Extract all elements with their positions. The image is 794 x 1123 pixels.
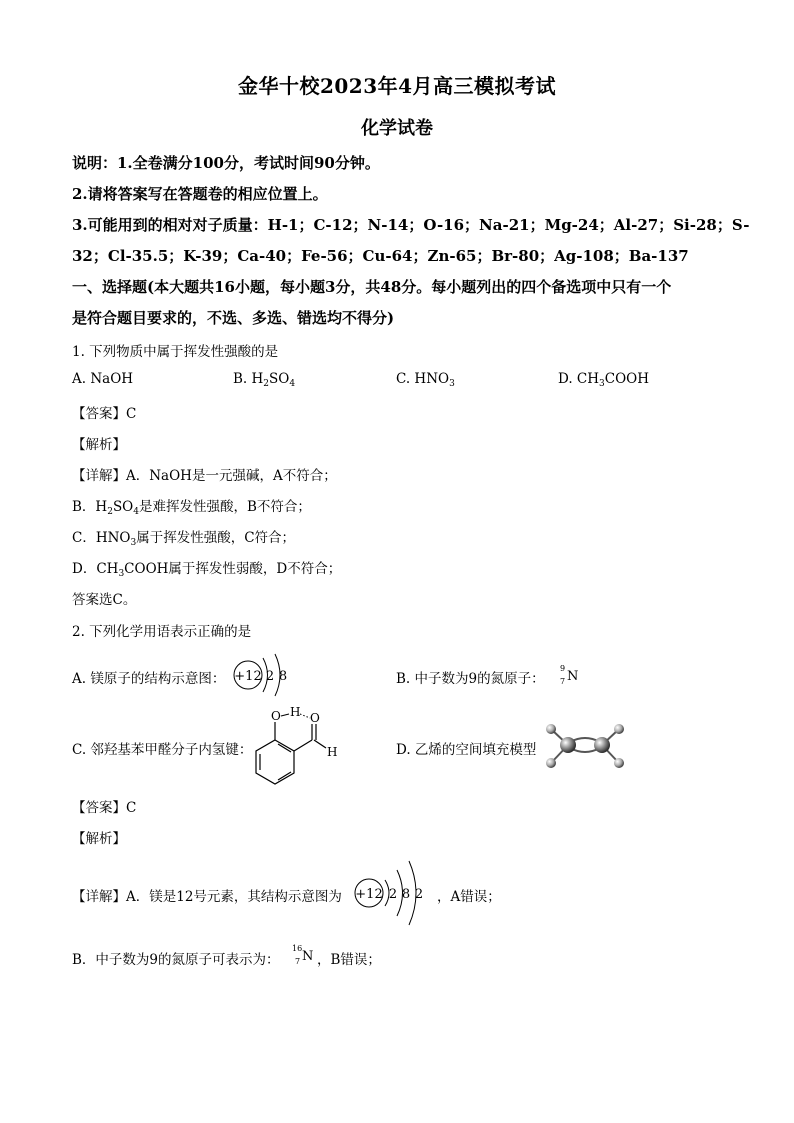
- q1-option-b-mid: SO: [269, 371, 290, 387]
- q2-b-symbol: N: [567, 669, 579, 684]
- q2-stem: 2. 下列化学用语表示正确的是: [72, 624, 252, 640]
- q2-oh-hydrogen: H: [290, 705, 301, 719]
- q2-b-mass-number: 9: [560, 664, 566, 673]
- q1-detail-b: [72, 495, 311, 517]
- q1-detail-d-rest: COOH属于挥发性弱酸，D不符合；: [124, 561, 342, 577]
- q1-detail-d-prefix: D．CH: [72, 561, 119, 577]
- q2-ethylene-hydrogen-4: [614, 758, 624, 768]
- q2-benzene-ring: [256, 740, 294, 784]
- q1-detail-b-rest: 是难挥发性强酸，B不符合；: [139, 499, 311, 515]
- q2-cho-hydrogen: H: [327, 745, 338, 759]
- q1-option-d-sub: 3: [599, 379, 605, 389]
- q2-option-a-label: A. 镁原子的结构示意图：: [72, 671, 226, 687]
- q1-detail-b-sub1: 2: [107, 507, 113, 517]
- q2-oh-h-bond: [281, 714, 289, 716]
- note-line-4: 32；Cl-35.5；K-39；Ca-40；Fe-56；Cu-64；Zn-65；Br-80；Ag-108；Ba-137: [72, 247, 689, 265]
- q1-option-d: [558, 371, 649, 389]
- q1-answer: 【答案】C: [72, 406, 137, 422]
- q1-option-b-sub1: 2: [263, 379, 270, 389]
- q2-mg-shell-2-count: 8: [278, 669, 288, 684]
- q2-ethylene-hydrogen-2: [546, 758, 556, 768]
- q2-detail-mg-shell-1-count: 2: [388, 887, 398, 902]
- q2-ethylene-hydrogen-1: [546, 724, 556, 734]
- page-subtitle: 化学试卷: [361, 118, 433, 139]
- q2-mg-structure-diagram: [230, 650, 300, 700]
- section-heading-line-2: 是符合题目要求的，不选、多选、错选均不得分): [72, 309, 395, 327]
- q2-analysis-label: 【解析】: [72, 831, 126, 847]
- q2-ch-bond: [314, 740, 326, 748]
- q2-cho-bond: [294, 740, 312, 751]
- q1-option-c-sub: 3: [449, 379, 455, 389]
- q1-detail-c: [72, 526, 295, 548]
- q1-stem: 1. 下列物质中属于挥发性强酸的是: [72, 344, 279, 360]
- q1-analysis-label: 【解析】: [72, 437, 126, 453]
- q2-option-b-label: B. 中子数为9的氮原子：: [396, 671, 545, 687]
- q1-conclusion: 答案选C。: [72, 592, 137, 608]
- q2-ethylene-hydrogen-3: [614, 724, 624, 734]
- q1-option-b-text: B. H: [233, 371, 264, 387]
- note-line-1: 说明：1.全卷满分100分，考试时间90分钟。: [72, 154, 380, 172]
- q2-detail-mg-nucleus-text: +12: [355, 887, 383, 902]
- q2-detail-b-mass-number: 16: [292, 944, 303, 953]
- q1-detail-d-sub: 3: [118, 569, 125, 579]
- q2-detail-b-atomic-number: 7: [295, 957, 301, 966]
- page-title: 金华十校2023年4月高三模拟考试: [237, 74, 557, 98]
- q1-detail-a: 【详解】A．NaOH是一元强碱，A不符合；: [72, 468, 337, 484]
- q1-detail-c-sub: 3: [130, 538, 137, 548]
- section-heading-line-1: 一、选择题(本大题共16小题，每小题3分，共48分。每小题列出的四个备选项中只有一个: [72, 278, 672, 296]
- note-line-3: 3.可能用到的相对对子质量：H-1；C-12；N-14；O-16；Na-21；Mg-24；Al-27；Si-28；S-: [72, 216, 750, 234]
- q1-option-d-rest: COOH: [604, 371, 650, 387]
- q1-option-a-text: A. NaOH: [72, 371, 134, 387]
- q2-answer: 【答案】C: [72, 800, 137, 816]
- q1-detail-b-mid: SO: [112, 499, 134, 515]
- q2-detail-mg-shell-3-count: 2: [414, 887, 424, 902]
- q1-detail-d: [72, 557, 341, 579]
- q2-detail-nitrogen-notation: [290, 940, 320, 970]
- q2-detail-b-suffix: ，B错误；: [317, 952, 381, 968]
- q2-detail-a-text: 【详解】A．镁是12号元素，其结构示意图为: [72, 889, 342, 905]
- q2-detail-mg-shell-2-count: 8: [401, 887, 411, 902]
- q1-detail-c-rest: 属于挥发性强酸，C符合；: [136, 530, 296, 546]
- q1-option-b: [233, 371, 295, 389]
- q2-ethylene-carbon-2: [594, 737, 610, 753]
- q1-option-b-sub2: 4: [289, 379, 296, 389]
- q1-option-c-text: C. HNO: [396, 371, 450, 387]
- q2-option-d-label: D. 乙烯的空间填充模型: [396, 742, 537, 758]
- q2-detail-b-symbol: N: [302, 949, 314, 964]
- q2-hydrogen-bond-dots: [300, 714, 310, 718]
- q2-detail-a-suffix: ，A错误；: [437, 889, 501, 905]
- q2-oh-oxygen: O: [271, 709, 281, 723]
- q2-mg-shell-1-count: 2: [265, 669, 275, 684]
- q2-ethylene-model: [540, 718, 630, 774]
- q1-detail-b-prefix: B．H: [72, 499, 108, 515]
- q1-option-d-text: D. CH: [558, 371, 600, 387]
- q2-cho-oxygen: O: [310, 711, 320, 725]
- q1-detail-b-sub2: 4: [133, 507, 139, 517]
- q1-option-c: [396, 371, 455, 389]
- q1-option-a: [72, 371, 133, 387]
- note-line-2: 2.请将答案写在答题卷的相应位置上。: [72, 185, 328, 203]
- q2-detail-b-text: B．中子数为9的氮原子可表示为：: [72, 952, 280, 968]
- q1-detail-c-prefix: C．HNO: [72, 530, 131, 546]
- q2-option-c-label: C. 邻羟基苯甲醛分子内氢键：: [72, 742, 253, 758]
- q2-nitrogen-notation: [556, 660, 586, 690]
- q2-b-atomic-number: 7: [560, 677, 566, 686]
- q2-salicylaldehyde-structure: [230, 700, 350, 790]
- q2-detail-mg-structure-diagram: [353, 858, 433, 928]
- q2-ethylene-carbon-1: [560, 737, 576, 753]
- q2-mg-nucleus-text: +12: [234, 669, 262, 684]
